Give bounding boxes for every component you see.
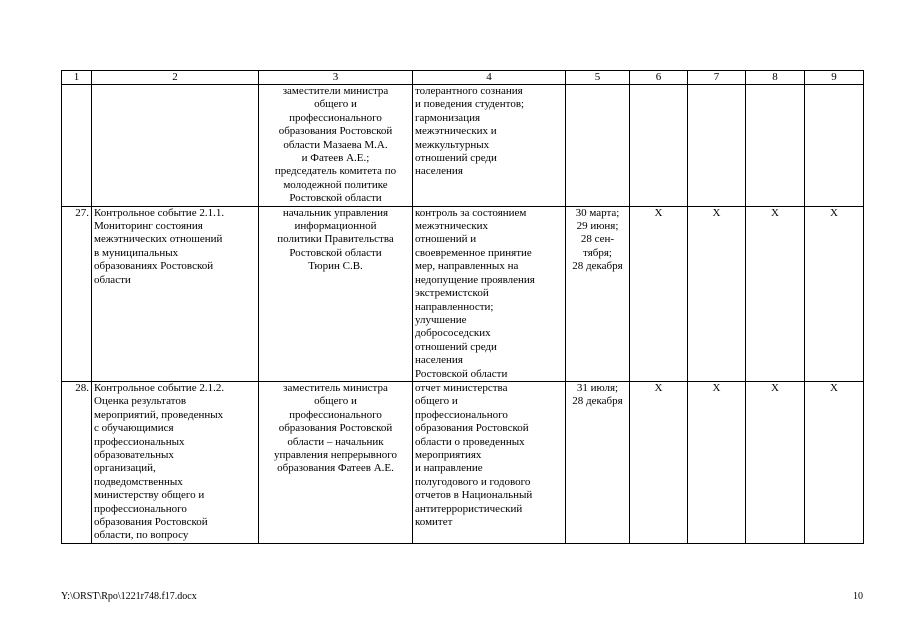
dates-cell-line: тября;: [583, 246, 612, 259]
responsible-cell: [259, 381, 413, 543]
result-cell-line: направленности;: [415, 300, 494, 313]
responsible-cell-line: области – начальник: [287, 435, 384, 448]
responsible-cell-line: образования Фатеев А.Е.: [277, 462, 394, 475]
header-cell: 9: [805, 71, 864, 85]
mark-cell: Х: [805, 206, 864, 381]
mark-cell: Х: [688, 206, 746, 381]
result-cell: [413, 206, 566, 381]
dates-cell: [566, 85, 630, 207]
result-cell-line: отчет министерства: [415, 381, 508, 394]
result-cell-line: области о проведенных: [415, 435, 525, 448]
responsible-cell-line: Ростовской области: [289, 192, 382, 205]
result-cell-line: профессионального: [415, 408, 508, 421]
event-cell-line: профессионального: [94, 502, 187, 515]
file-path: Y:\ORST\Rpo\1221r748.f17.docx: [61, 591, 197, 602]
result-cell-line: межэтнических: [415, 220, 489, 233]
dates-cell-line: 30 марта;: [575, 206, 620, 219]
result-cell: [413, 85, 566, 207]
result-cell: [413, 381, 566, 543]
responsible-cell-line: информационной: [294, 220, 377, 233]
responsible-cell-line: председатель комитета по: [274, 165, 397, 178]
event-cell-line: Контрольное событие 2.1.1.: [94, 206, 225, 219]
header-cell: 3: [259, 71, 413, 85]
responsible-cell-line: образования Ростовской: [278, 125, 393, 138]
row-number: [62, 85, 92, 207]
result-cell-line: мероприятиях: [415, 448, 482, 461]
result-cell-line: населения: [415, 354, 463, 367]
responsible-cell: [259, 85, 413, 207]
mark-cell: Х: [746, 206, 805, 381]
responsible-cell-line: Ростовской области: [289, 246, 382, 259]
mark-cell: Х: [630, 206, 688, 381]
result-cell-line: комитет: [415, 516, 453, 528]
result-cell-line: контроль за состоянием: [415, 206, 527, 219]
result-cell-line: мер, направленных на: [415, 260, 519, 273]
event-cell-line: министерству общего и: [94, 489, 205, 502]
header-cell: 1: [62, 71, 92, 85]
mark-cell: Х: [746, 381, 805, 543]
result-cell-line: отношений и: [415, 233, 477, 246]
dates-cell-line: 28 декабря: [572, 260, 623, 273]
dates-cell-line: 31 июля;: [576, 381, 619, 394]
result-cell-line: населения: [415, 165, 463, 178]
table-row: [62, 381, 864, 543]
event-cell-line: профессиональных: [94, 435, 185, 448]
responsible-cell-line: общего и: [314, 98, 357, 111]
event-cell-line: образованиях Ростовской: [94, 260, 214, 273]
header-cell: 5: [566, 71, 630, 85]
event-cell: [92, 381, 259, 543]
event-cell-line: образовательных: [94, 448, 174, 461]
header-cell: 7: [688, 71, 746, 85]
table-row: [62, 85, 864, 207]
responsible-cell-line: политики Правительства: [277, 233, 394, 246]
event-cell: [92, 85, 259, 207]
dates-cell-line: 29 июня;: [576, 220, 619, 233]
event-cell-line: в муниципальных: [94, 246, 179, 259]
event-cell-line: Оценка результатов: [94, 395, 187, 408]
result-cell-line: общего и: [415, 395, 458, 408]
result-cell-line: своевременное принятие: [415, 246, 532, 259]
result-cell-line: отчетов в Национальный: [415, 489, 533, 502]
header-cell: 2: [92, 71, 259, 85]
event-cell-line: мероприятий, проведенных: [94, 408, 224, 421]
responsible-cell-line: области Мазаева М.А.: [283, 138, 388, 151]
mark-cell: Х: [805, 381, 864, 543]
header-cell: 8: [746, 71, 805, 85]
result-cell-line: гармонизация: [415, 111, 481, 124]
header-cell: 6: [630, 71, 688, 85]
responsible-cell-line: общего и: [314, 395, 357, 408]
result-cell-line: полугодового и годового: [415, 475, 531, 488]
dates-cell-line: 28 декабря: [572, 395, 623, 408]
plan-table: [61, 70, 864, 544]
event-cell-line: организаций,: [94, 462, 156, 475]
responsible-cell-line: заместитель министра: [283, 381, 388, 394]
event-cell-line: Мониторинг состояния: [94, 220, 203, 233]
dates-cell: [566, 206, 630, 381]
result-cell-line: отношений среди: [415, 152, 497, 165]
result-cell-line: и направление: [415, 462, 483, 475]
header-cell: 4: [413, 71, 566, 85]
row-number: 27.: [62, 206, 92, 381]
responsible-cell-line: Тюрин С.В.: [308, 260, 363, 273]
result-cell-line: экстремистской: [415, 287, 489, 300]
row-number: 28.: [62, 381, 92, 543]
responsible-cell-line: заместители министра: [282, 85, 389, 97]
table-row: [62, 206, 864, 381]
result-cell-line: недопущение проявления: [415, 273, 535, 286]
mark-cell: [746, 85, 805, 207]
responsible-cell-line: начальник управления: [282, 206, 389, 219]
dates-cell-line: 28 сен-: [580, 233, 615, 246]
mark-cell: [688, 85, 746, 207]
mark-cell: Х: [630, 381, 688, 543]
dates-cell: [566, 381, 630, 543]
result-cell-line: межэтнических и: [415, 125, 497, 138]
event-cell-line: межэтнических отношений: [94, 233, 223, 246]
event-cell: [92, 206, 259, 381]
event-cell-line: области: [94, 273, 131, 286]
event-cell-line: образования Ростовской: [94, 516, 208, 528]
responsible-cell-line: профессионального: [289, 408, 382, 421]
responsible-cell-line: и Фатеев А.Е.;: [301, 152, 370, 165]
mark-cell: [630, 85, 688, 207]
event-cell-line: подведомственных: [94, 475, 183, 488]
event-cell-line: с обучающимися: [94, 422, 174, 435]
result-cell-line: Ростовской области: [415, 367, 508, 380]
header-row: [62, 71, 864, 85]
event-cell-line: Контрольное событие 2.1.2.: [94, 381, 225, 394]
responsible-cell-line: управления непрерывного: [273, 448, 398, 461]
mark-cell: [805, 85, 864, 207]
result-cell-line: образования Ростовской: [415, 422, 529, 435]
result-cell-line: отношений среди: [415, 340, 497, 353]
responsible-cell-line: образования Ростовской: [278, 422, 393, 435]
mark-cell: Х: [688, 381, 746, 543]
result-cell-line: межкультурных: [415, 138, 490, 151]
result-cell-line: антитеррористический: [415, 502, 523, 515]
responsible-cell: [259, 206, 413, 381]
event-cell-line: области, по вопросу: [94, 529, 189, 542]
responsible-cell-line: молодежной политике: [283, 178, 388, 191]
result-cell-line: улучшение: [415, 313, 467, 326]
page-number: 10: [853, 591, 863, 602]
result-cell-line: и поведения студентов;: [415, 98, 525, 111]
result-cell-line: толерантного сознания: [415, 85, 523, 97]
responsible-cell-line: профессионального: [289, 111, 382, 124]
result-cell-line: добрососедских: [415, 327, 491, 340]
